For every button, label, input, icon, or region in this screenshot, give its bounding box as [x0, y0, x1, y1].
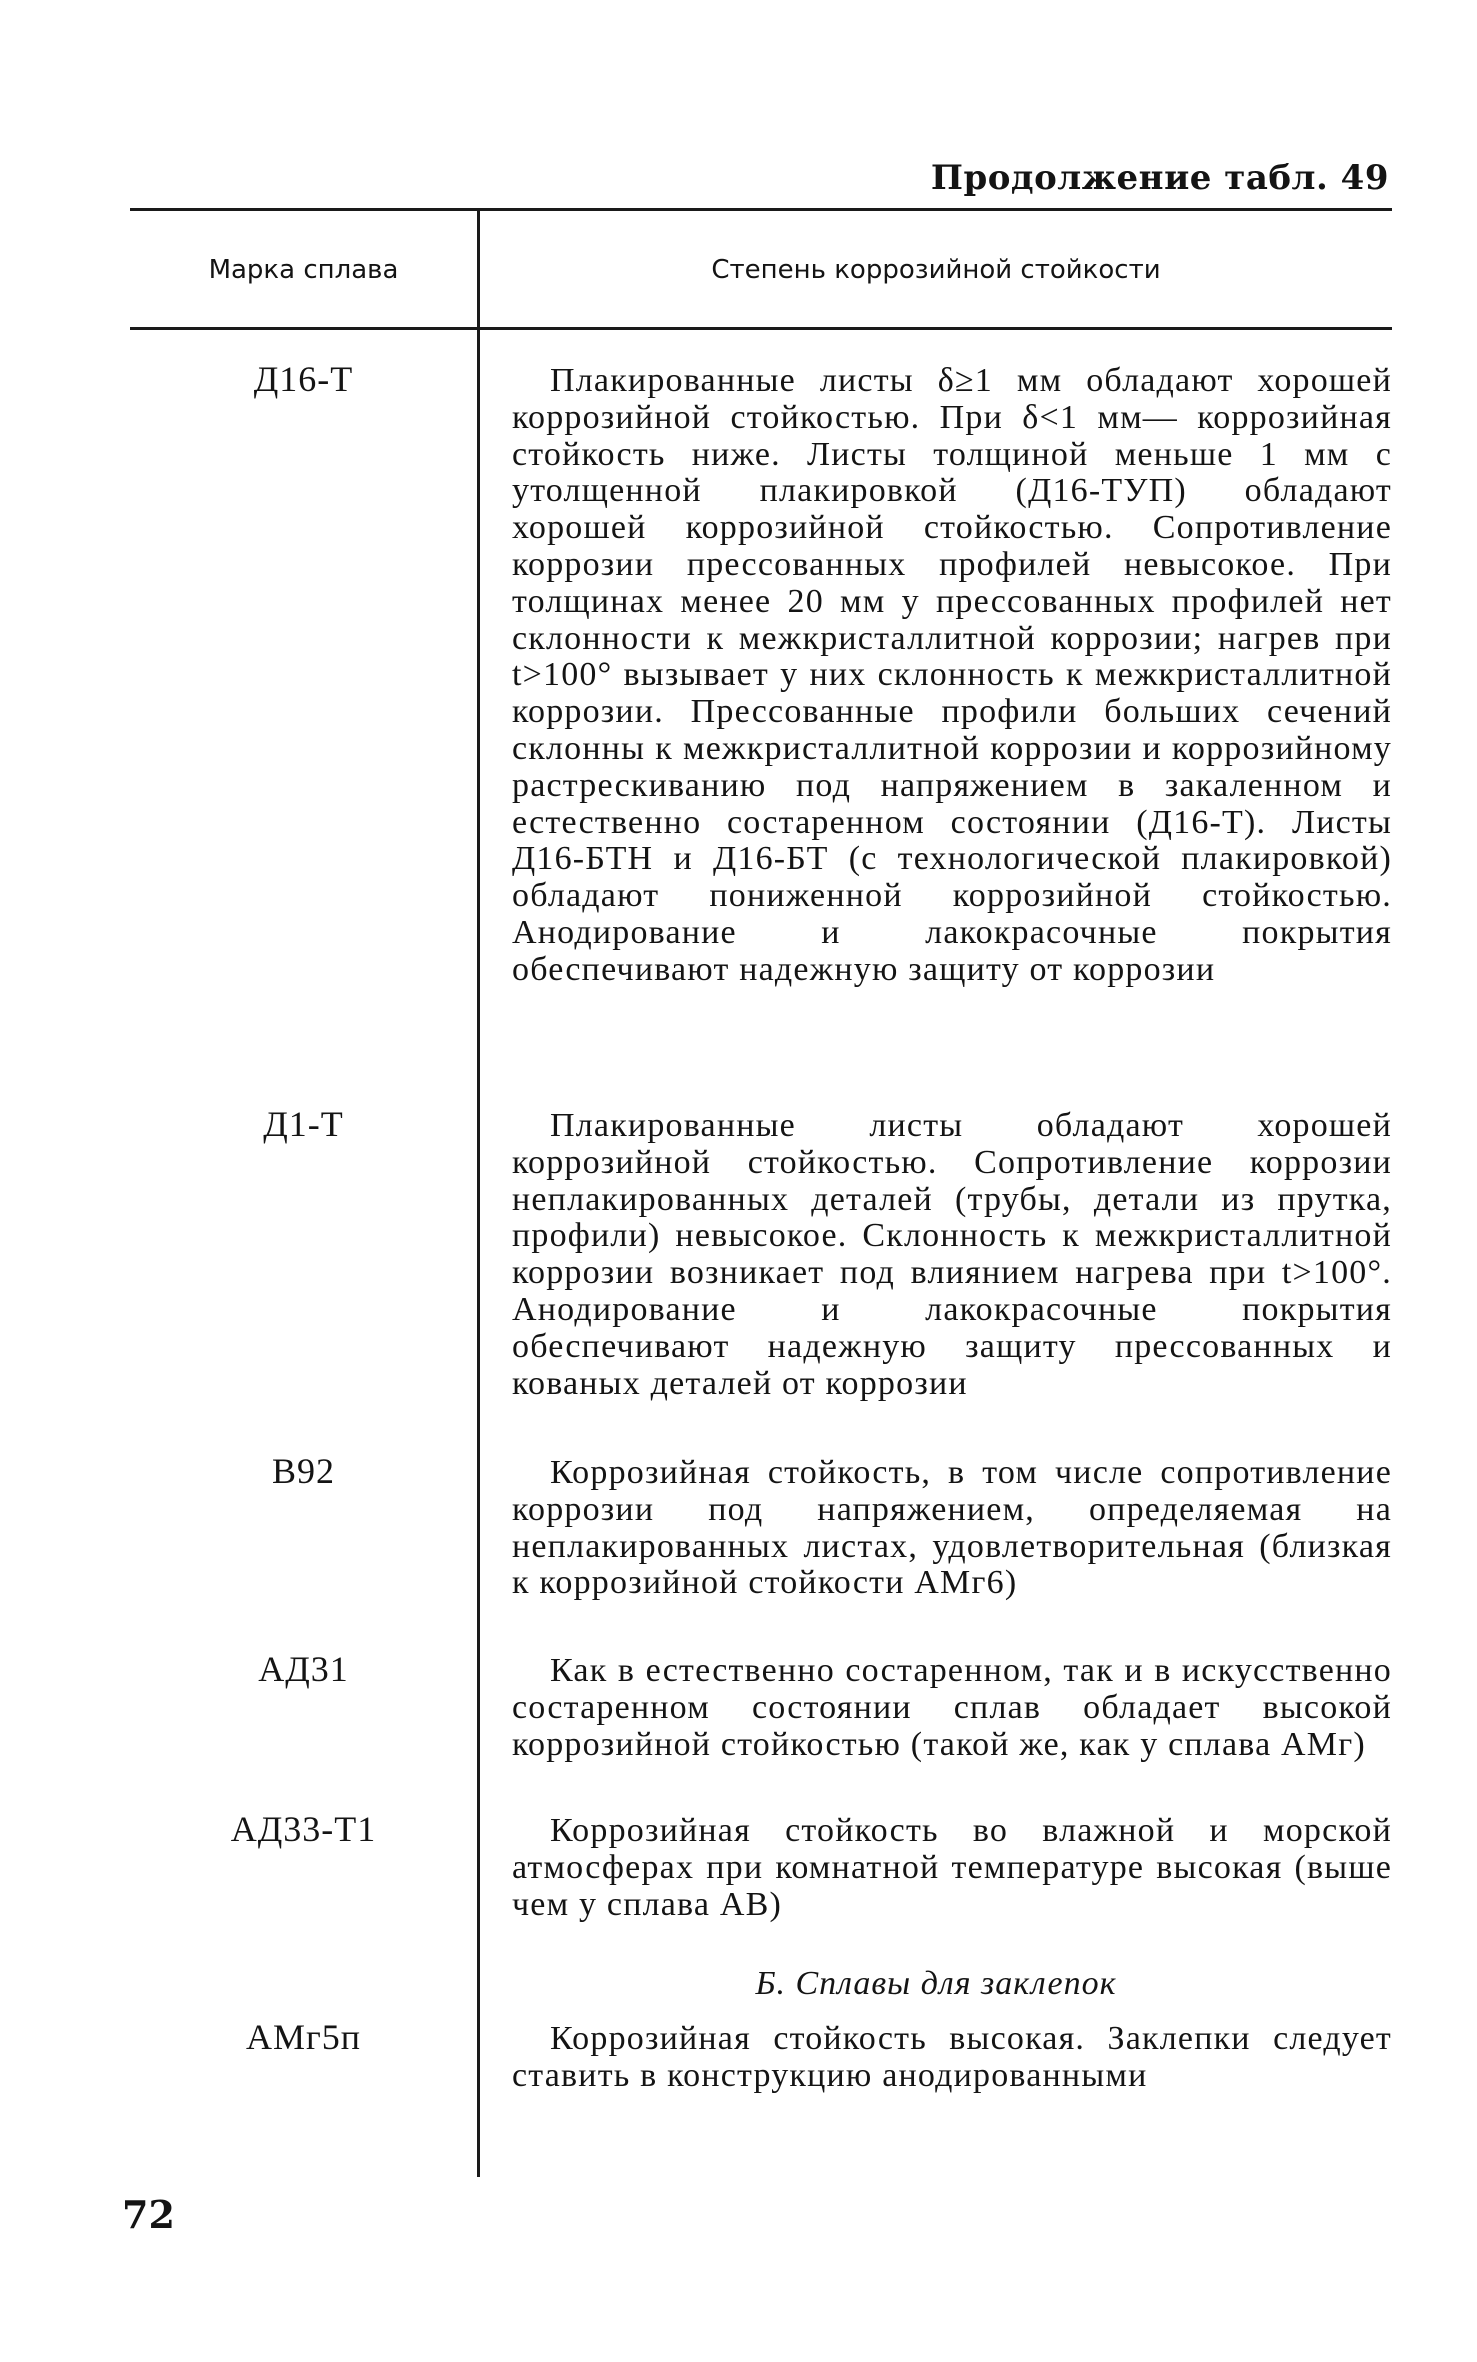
corrosion-text-ad31: Как в естественно состаренном, так и в искусственно состаренном состоянии сплав обладает высокой коррозийной стойкостью (такой же, как у сплава АМг) — [512, 1652, 1392, 1763]
table-top-rule — [130, 208, 1392, 211]
alloy-brand-amg5p: АМг5п — [245, 2017, 362, 2057]
corrosion-text-v92: Коррозийная стойкость, в том числе сопротивление коррозии под напряжением, определяемая на неплакированных листах, удовлетворительная (близкая к коррозийной стойкости АМг6) — [512, 1454, 1392, 1602]
table-continuation-caption: Продолжение табл. 49 — [930, 158, 1389, 198]
alloy-brand-ad33t1: АД33-Т1 — [230, 1809, 377, 1849]
section-title-rivet-alloys: Б. Сплавы для заклепок — [755, 1965, 1117, 2002]
corrosion-text-amg5p: Коррозийная стойкость высокая. Заклепки следует ставить в конструкцию анодированными — [512, 2020, 1392, 2094]
alloy-brand-d1t: Д1-Т — [263, 1104, 344, 1144]
corrosion-text-d16t: Плакированные листы δ≥1 мм обладают хорошей коррозийной стойкостью. При δ<1 мм— коррозийная стойкость ниже. Листы толщиной меньше 1 мм с утолщенной плакировкой (Д16-ТУП) обладают хорошей коррозийной стойкостью. Сопротивление коррозии прессованных профилей невысокое. При толщинах менее 20 мм у прессованных профилей нет склонности к межкристаллитной коррозии; нагрев при t>100° вызывает у них склонность к межкристаллитной коррозии. Прессованные профили больших сечений склонны к межкристаллитной коррозии и коррозийному растрескиванию под напряжением в закаленном и естественно состаренном состоянии (Д16-Т). Листы Д16-БТН и Д16-БТ (с технологической плакировкой) обладают пониженной коррозийной стойкостью. Анодирование и лакокрасочные покрытия обеспечивают надежную защиту от коррозии — [512, 362, 1392, 988]
alloy-brand-ad31: АД31 — [258, 1649, 349, 1689]
corrosion-text-d1t: Плакированные листы обладают хорошей коррозийной стойкостью. Сопротивление коррозии неплакированных деталей (трубы, детали из прутка, профили) невысокое. Склонность к межкристаллитной коррозии возникает под влиянием нагрева при t>100°. Анодирование и лакокрасочные покрытия обеспечивают надежную защиту прессованных и кованых деталей от коррозии — [512, 1107, 1392, 1402]
alloy-brand-v92: В92 — [271, 1451, 335, 1491]
page-number: 72 — [122, 2192, 175, 2237]
header-bottom-rule — [130, 327, 1392, 330]
corrosion-text-ad33t1: Коррозийная стойкость во влажной и морской атмосферах при комнатной температуре высокая (выше чем у сплава АВ) — [512, 1812, 1392, 1923]
column-header-alloy: Марка сплава — [208, 255, 399, 285]
column-header-corrosion: Степень коррозийной стойкости — [711, 255, 1161, 285]
column-divider — [477, 210, 480, 2177]
alloy-brand-d16t: Д16-Т — [253, 359, 354, 399]
